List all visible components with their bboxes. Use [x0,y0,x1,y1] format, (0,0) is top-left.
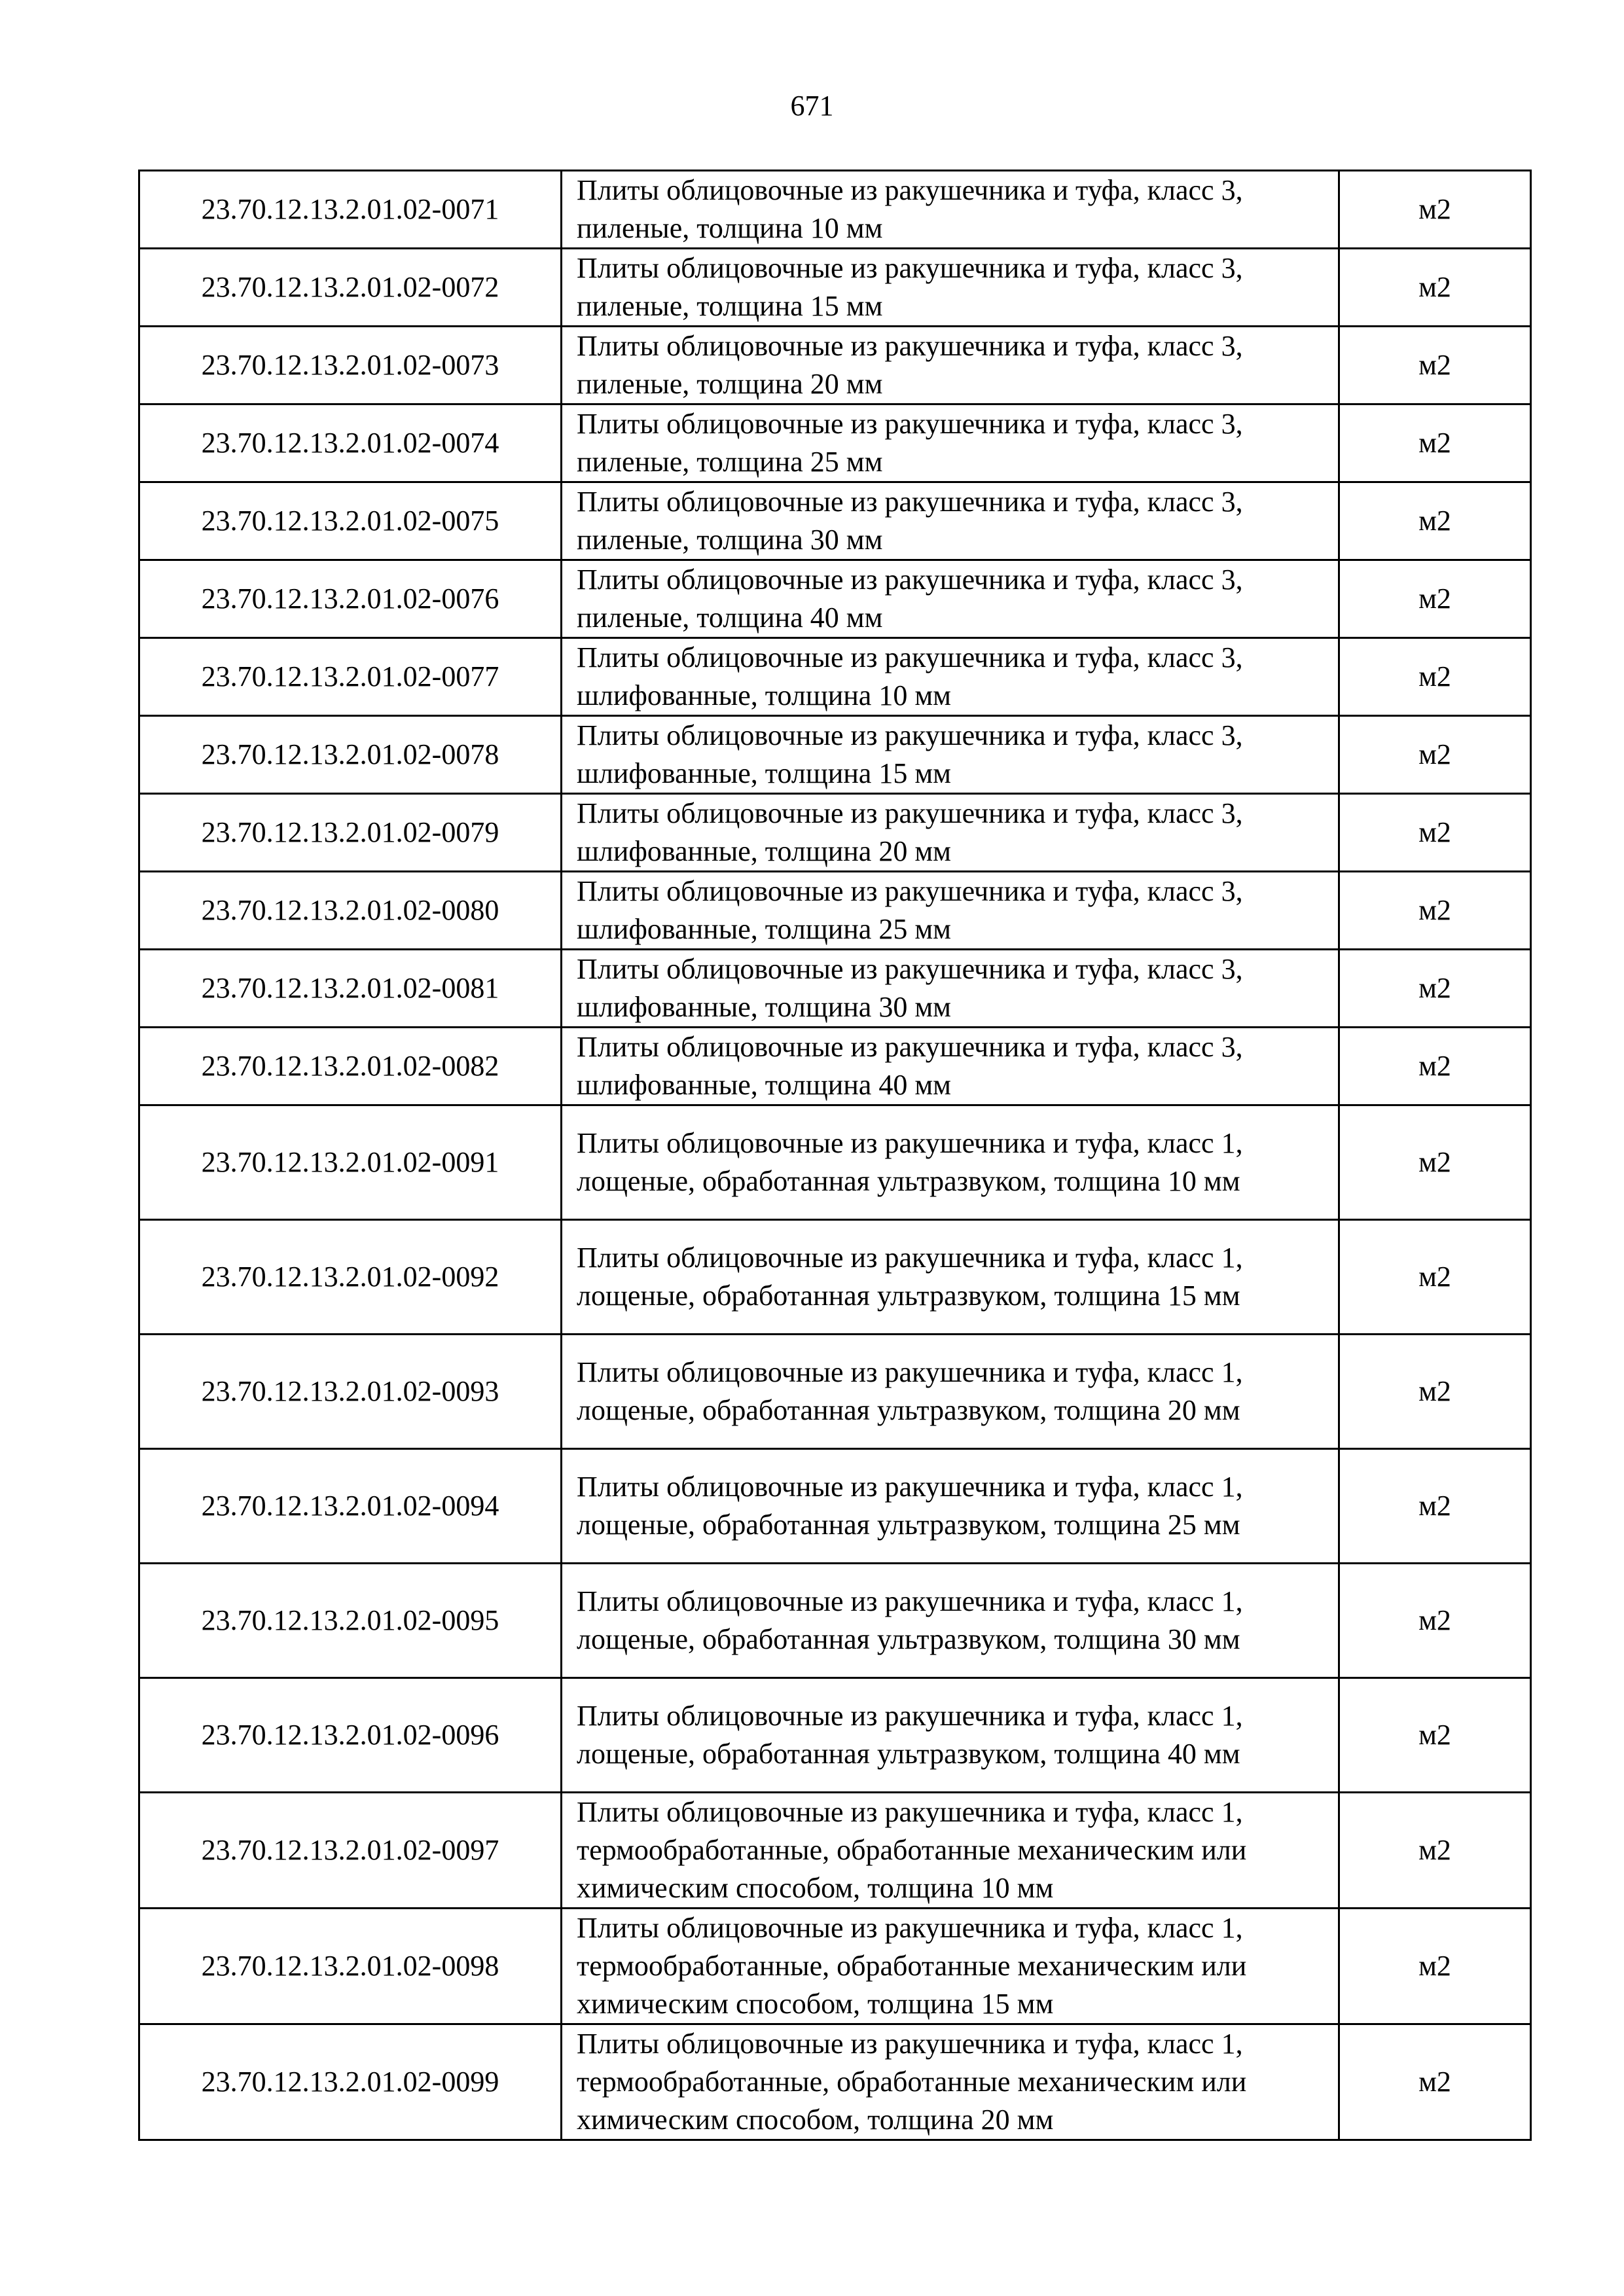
table-row [139,1028,1531,1105]
table-row [139,1678,1531,1793]
table-row [139,1564,1531,1678]
row-code: 23.70.12.13.2.01.02-0098 [139,1909,562,2024]
row-unit: м2 [1339,872,1531,950]
row-unit: м2 [1339,1449,1531,1564]
table-row [139,560,1531,638]
row-name: Плиты облицовочные из ракушечника и туфа, класс 1, термообработанные, обработанные механическим или химическим способом, толщина 20 мм [562,2024,1339,2140]
row-name: Плиты облицовочные из ракушечника и туфа, класс 1, лощеные, обработанная ультразвуком, толщина 30 мм [562,1564,1339,1678]
row-name: Плиты облицовочные из ракушечника и туфа, класс 3, шлифованные, толщина 40 мм [562,1028,1339,1105]
resource-table [138,170,1532,2141]
table-row [139,1909,1531,2024]
row-unit: м2 [1339,638,1531,716]
row-unit: м2 [1339,482,1531,560]
row-name: Плиты облицовочные из ракушечника и туфа, класс 1, термообработанные, обработанные механическим или химическим способом, толщина 15 мм [562,1909,1339,2024]
table-row [139,794,1531,872]
row-unit: м2 [1339,560,1531,638]
row-code: 23.70.12.13.2.01.02-0091 [139,1105,562,1220]
row-code: 23.70.12.13.2.01.02-0073 [139,327,562,404]
row-name: Плиты облицовочные из ракушечника и туфа, класс 1, термообработанные, обработанные механическим или химическим способом, толщина 10 мм [562,1793,1339,1909]
row-name: Плиты облицовочные из ракушечника и туфа, класс 3, шлифованные, толщина 20 мм [562,794,1339,872]
row-name: Плиты облицовочные из ракушечника и туфа, класс 1, лощеные, обработанная ультразвуком, толщина 20 мм [562,1335,1339,1449]
row-code: 23.70.12.13.2.01.02-0094 [139,1449,562,1564]
row-code: 23.70.12.13.2.01.02-0074 [139,404,562,482]
row-unit: м2 [1339,249,1531,327]
row-unit: м2 [1339,2024,1531,2140]
row-name: Плиты облицовочные из ракушечника и туфа, класс 3, пиленые, толщина 10 мм [562,171,1339,249]
table-row [139,1793,1531,1909]
page-number: 671 [790,90,834,122]
row-code: 23.70.12.13.2.01.02-0082 [139,1028,562,1105]
row-code: 23.70.12.13.2.01.02-0077 [139,638,562,716]
table-row [139,2024,1531,2140]
row-code: 23.70.12.13.2.01.02-0096 [139,1678,562,1793]
table-row [139,950,1531,1028]
table-row [139,638,1531,716]
row-unit: м2 [1339,716,1531,794]
row-unit: м2 [1339,171,1531,249]
row-code: 23.70.12.13.2.01.02-0071 [139,171,562,249]
row-unit: м2 [1339,1564,1531,1678]
row-code: 23.70.12.13.2.01.02-0099 [139,2024,562,2140]
row-name: Плиты облицовочные из ракушечника и туфа, класс 3, пиленые, толщина 15 мм [562,249,1339,327]
table-row [139,872,1531,950]
row-name: Плиты облицовочные из ракушечника и туфа, класс 3, шлифованные, толщина 10 мм [562,638,1339,716]
table-row [139,1449,1531,1564]
row-name: Плиты облицовочные из ракушечника и туфа, класс 1, лощеные, обработанная ультразвуком, толщина 10 мм [562,1105,1339,1220]
row-code: 23.70.12.13.2.01.02-0072 [139,249,562,327]
row-code: 23.70.12.13.2.01.02-0078 [139,716,562,794]
row-name: Плиты облицовочные из ракушечника и туфа, класс 3, пиленые, толщина 20 мм [562,327,1339,404]
row-unit: м2 [1339,327,1531,404]
row-unit: м2 [1339,1028,1531,1105]
row-name: Плиты облицовочные из ракушечника и туфа, класс 3, пиленые, толщина 25 мм [562,404,1339,482]
row-code: 23.70.12.13.2.01.02-0076 [139,560,562,638]
row-name: Плиты облицовочные из ракушечника и туфа, класс 3, шлифованные, толщина 25 мм [562,872,1339,950]
row-code: 23.70.12.13.2.01.02-0093 [139,1335,562,1449]
table-row [139,482,1531,560]
row-name: Плиты облицовочные из ракушечника и туфа, класс 3, шлифованные, толщина 30 мм [562,950,1339,1028]
row-unit: м2 [1339,1793,1531,1909]
row-name: Плиты облицовочные из ракушечника и туфа, класс 1, лощеные, обработанная ультразвуком, толщина 40 мм [562,1678,1339,1793]
row-name: Плиты облицовочные из ракушечника и туфа, класс 3, шлифованные, толщина 15 мм [562,716,1339,794]
table-row [139,171,1531,249]
row-unit: м2 [1339,950,1531,1028]
table-row [139,404,1531,482]
table-row [139,1105,1531,1220]
row-name: Плиты облицовочные из ракушечника и туфа, класс 3, пиленые, толщина 30 мм [562,482,1339,560]
row-unit: м2 [1339,1105,1531,1220]
row-unit: м2 [1339,1678,1531,1793]
row-name: Плиты облицовочные из ракушечника и туфа, класс 1, лощеные, обработанная ультразвуком, толщина 25 мм [562,1449,1339,1564]
table-row [139,716,1531,794]
row-unit: м2 [1339,1220,1531,1335]
table-row [139,1220,1531,1335]
row-unit: м2 [1339,1335,1531,1449]
row-unit: м2 [1339,1909,1531,2024]
table-row [139,1335,1531,1449]
row-unit: м2 [1339,404,1531,482]
table-row [139,327,1531,404]
row-code: 23.70.12.13.2.01.02-0081 [139,950,562,1028]
row-code: 23.70.12.13.2.01.02-0092 [139,1220,562,1335]
row-unit: м2 [1339,794,1531,872]
row-code: 23.70.12.13.2.01.02-0075 [139,482,562,560]
row-code: 23.70.12.13.2.01.02-0080 [139,872,562,950]
row-code: 23.70.12.13.2.01.02-0095 [139,1564,562,1678]
row-name: Плиты облицовочные из ракушечника и туфа, класс 1, лощеные, обработанная ультразвуком, толщина 15 мм [562,1220,1339,1335]
table-row [139,249,1531,327]
row-name: Плиты облицовочные из ракушечника и туфа, класс 3, пиленые, толщина 40 мм [562,560,1339,638]
row-code: 23.70.12.13.2.01.02-0079 [139,794,562,872]
row-code: 23.70.12.13.2.01.02-0097 [139,1793,562,1909]
